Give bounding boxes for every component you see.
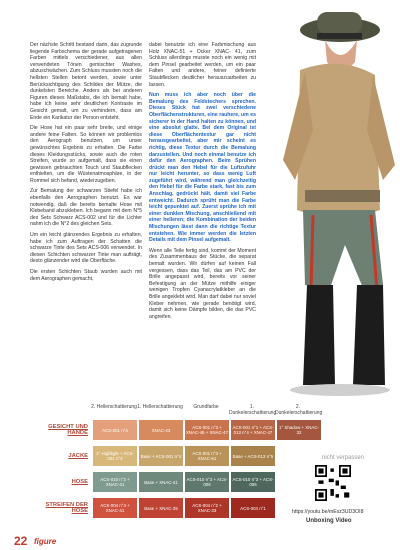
color-cell — [277, 446, 321, 466]
row-label: GESICHT UND HÄNDE — [48, 424, 88, 436]
row-label: HOSE — [71, 479, 88, 485]
table-row — [28, 418, 373, 442]
column-header: 2. Hellerschattierung — [91, 404, 137, 410]
color-cell: ACS-001 n°3 + XNAC-45 + XNAC-47 — [185, 420, 229, 440]
row-label: STREIFEN DER HOSE — [45, 502, 88, 514]
text-column-middle — [149, 42, 256, 324]
magazine-brand: figure — [34, 537, 57, 546]
color-cell: Base + ACS-001 n°4 — [139, 446, 183, 466]
column-header: 1. Hellerschattierung — [137, 404, 183, 410]
youtube-link[interactable]: https://youtu.be/mExz3UD3OI8 — [292, 509, 364, 515]
color-cell: XNAC-43 — [139, 420, 183, 440]
column-header: Grundfarbe — [193, 404, 219, 410]
color-cell: ACS-004 n°1 — [231, 498, 275, 518]
color-cell: ACS-010 n°2 + XNAC-41 — [93, 472, 137, 492]
paragraph: Die Hose hat ein paar sehr breite, und einige andere feine Falten. So können wir problemlos den Aerograph benutzen, um unser gewünschtes Ergebnis zu erhalten. Die Farbe dieses Kleidungsstücks, sowie auch die roten Streifen, wurde so aufgemalt, dass sie einen gewissen gebrauchten Touch und Staubflecken enthielten, um die Wüstenatmosphäre, in der Rommel sich befand, wiederzugeben. — [30, 125, 142, 184]
text-column-left — [30, 42, 142, 286]
miniature-figure-image — [245, 0, 400, 400]
paragraph: Der nächste Schritt bestand darin, das zugrunde liegende Farbschema der gerade aufgetragenen Farben mittels verschiedener, aus allen verwendeten Tönen gemischter Washes, abzuschwächen. Zum Schluss mussten noch die hellsten Stellen betont werden, sowie unter Berücksichtigung des Schildes der Mütze, die dunkelsten Bereiche. Anders als bei anderen Figuren dieses Maßstabs, die ich bemalt habe, habe ich keine sehr deutlichen Kontraste im Gesicht gemalt, um zu verhindern, dass am Ende ein Karikatur der Person entsteht. — [30, 42, 142, 121]
row-label: JACKE — [68, 453, 88, 459]
paragraph: Zur Bemalung der schwarzen Stiefel habe ich ebenfalls den Aerographen benutzt. Es war notwendig, daß die bereits bemalte Hose mit Klebeband abzukleben. Ich begann mit dem N°5 des Sets Schwarz ACS-002 und für die Lichter nahm ich die N°2 des gleichen Sets. — [30, 188, 142, 228]
color-cell: Base + XNAC-41 — [139, 472, 183, 492]
page-number: 22 — [14, 534, 28, 548]
column-header: 2. Dunkelerschattierung — [275, 404, 323, 416]
paragraph: Die ersten Schichten Staub wurden auch mit dem Aerographen gemacht, — [30, 269, 142, 282]
highlighted-paragraph: Nun muss ich aber noch über die Bemalung des Feldstechers sprechen. Dieses Stück hat zwei verschiedene Oberflächenstrukturen, eine rauhere, um es sicherer in der Hand halten zu können, und eine absolut glatte. Bei dem Original ist diese Oberflächentextur gar nicht herausgearbeitet, aber mir scheint es richtig, diese Textur durch die Bemalung darzustellen. Und noch einmal benutze ich dafür den Aerographen. Beim Sprühen drückt man den Hebel für die Luftzufuhr nur leicht herunter, so dass wenig Luft zugeführt wird, während man gleichzeitig den Hebel für die Farbe stark, fast bis zum Anschlag, gedrückt hält, damit viel Farbe entweicht. Dadurch sprüht man die Farbe leicht gepunktet auf. Zuerst sprühe ich mit einer dunklen Mischung, anschließend mit einer helleren; die Kombination der beiden Mischungen lässt dann die richtige Textur entstehen. Wie immer werden die letzten Details mit dem Pinsel aufgemalt. — [149, 92, 256, 244]
video-label: Unboxing Video — [306, 518, 352, 524]
color-cell: ACS-010 n°3 + ACS-006 — [185, 472, 229, 492]
color-cell: 1° Highlight + ACS-001 n°3 — [93, 446, 137, 466]
paragraph: Um ein leicht glänzendes Ergebnis zu erhalten, habe ich zum Auftragen der Schatten die schwarze Tinte des Sets ACS-006 verwendet. In diesen Schichten schwarzer Tinte man aufträgt, desto glänzender wird die Oberfläche. — [30, 232, 142, 265]
color-cell: ACS-004 n°4 + XNAC-41 — [93, 498, 137, 518]
color-cell: ACS-010 n°3 + ACS-006 — [231, 472, 275, 492]
paragraph: dabei benutzte ich eine Farbmischung aus Holz XNAC-51 + Ocker XNAC- 41, zum Schluss allerdings musste noch ein wenig mit dem Pinsel gearbeitet werden, um ein paar Falten und andere, feiner definierte Staubflecken deutlicher herauszuarbeiten zu lassen. — [149, 42, 256, 88]
table-header — [91, 404, 373, 416]
color-cell: Base + ACS-013 n°5 — [231, 446, 275, 466]
color-cell — [277, 498, 321, 518]
color-cell: ACS-001 n°1 + ACS-013 n°4 + XNAC-47 — [231, 420, 275, 440]
qr-code-icon[interactable] — [315, 465, 351, 501]
color-table — [28, 404, 373, 520]
paragraph: Wenn alle Teile fertig sind, kommt der Moment des Zusammenbaus der Stücke, die separat bemalt wurden. Wir dürfen auf keinen Fall vergessen, dass das Teil, das am PVC der Brille angepasst wird, bereits vor seiner Befestigung an der Mütze mithilfe einiger wenigen Tropfen Cyanacrylatkleber an die Brille angeklebt wird. Man darf dabei nur soviel Kleber nehmen, wie gerade benötigt wird, damit sich keine Dämpfe bilden, die das PVC angreifen. — [149, 247, 256, 320]
color-cell: ACS-004 n°2 + XNAC-33 — [185, 498, 229, 518]
color-cell: ACS-001 n°4 — [93, 420, 137, 440]
color-cell: ACS-001 n°3 + XNAC-51 — [185, 446, 229, 466]
color-cell: 1° Shadow + XNAC-32 — [277, 420, 321, 440]
color-cell: Base + XNAC-35 — [139, 498, 183, 518]
qr-caption: nicht verpassen — [322, 455, 365, 461]
column-header: 1. Dunkelerschattierung — [229, 404, 277, 416]
